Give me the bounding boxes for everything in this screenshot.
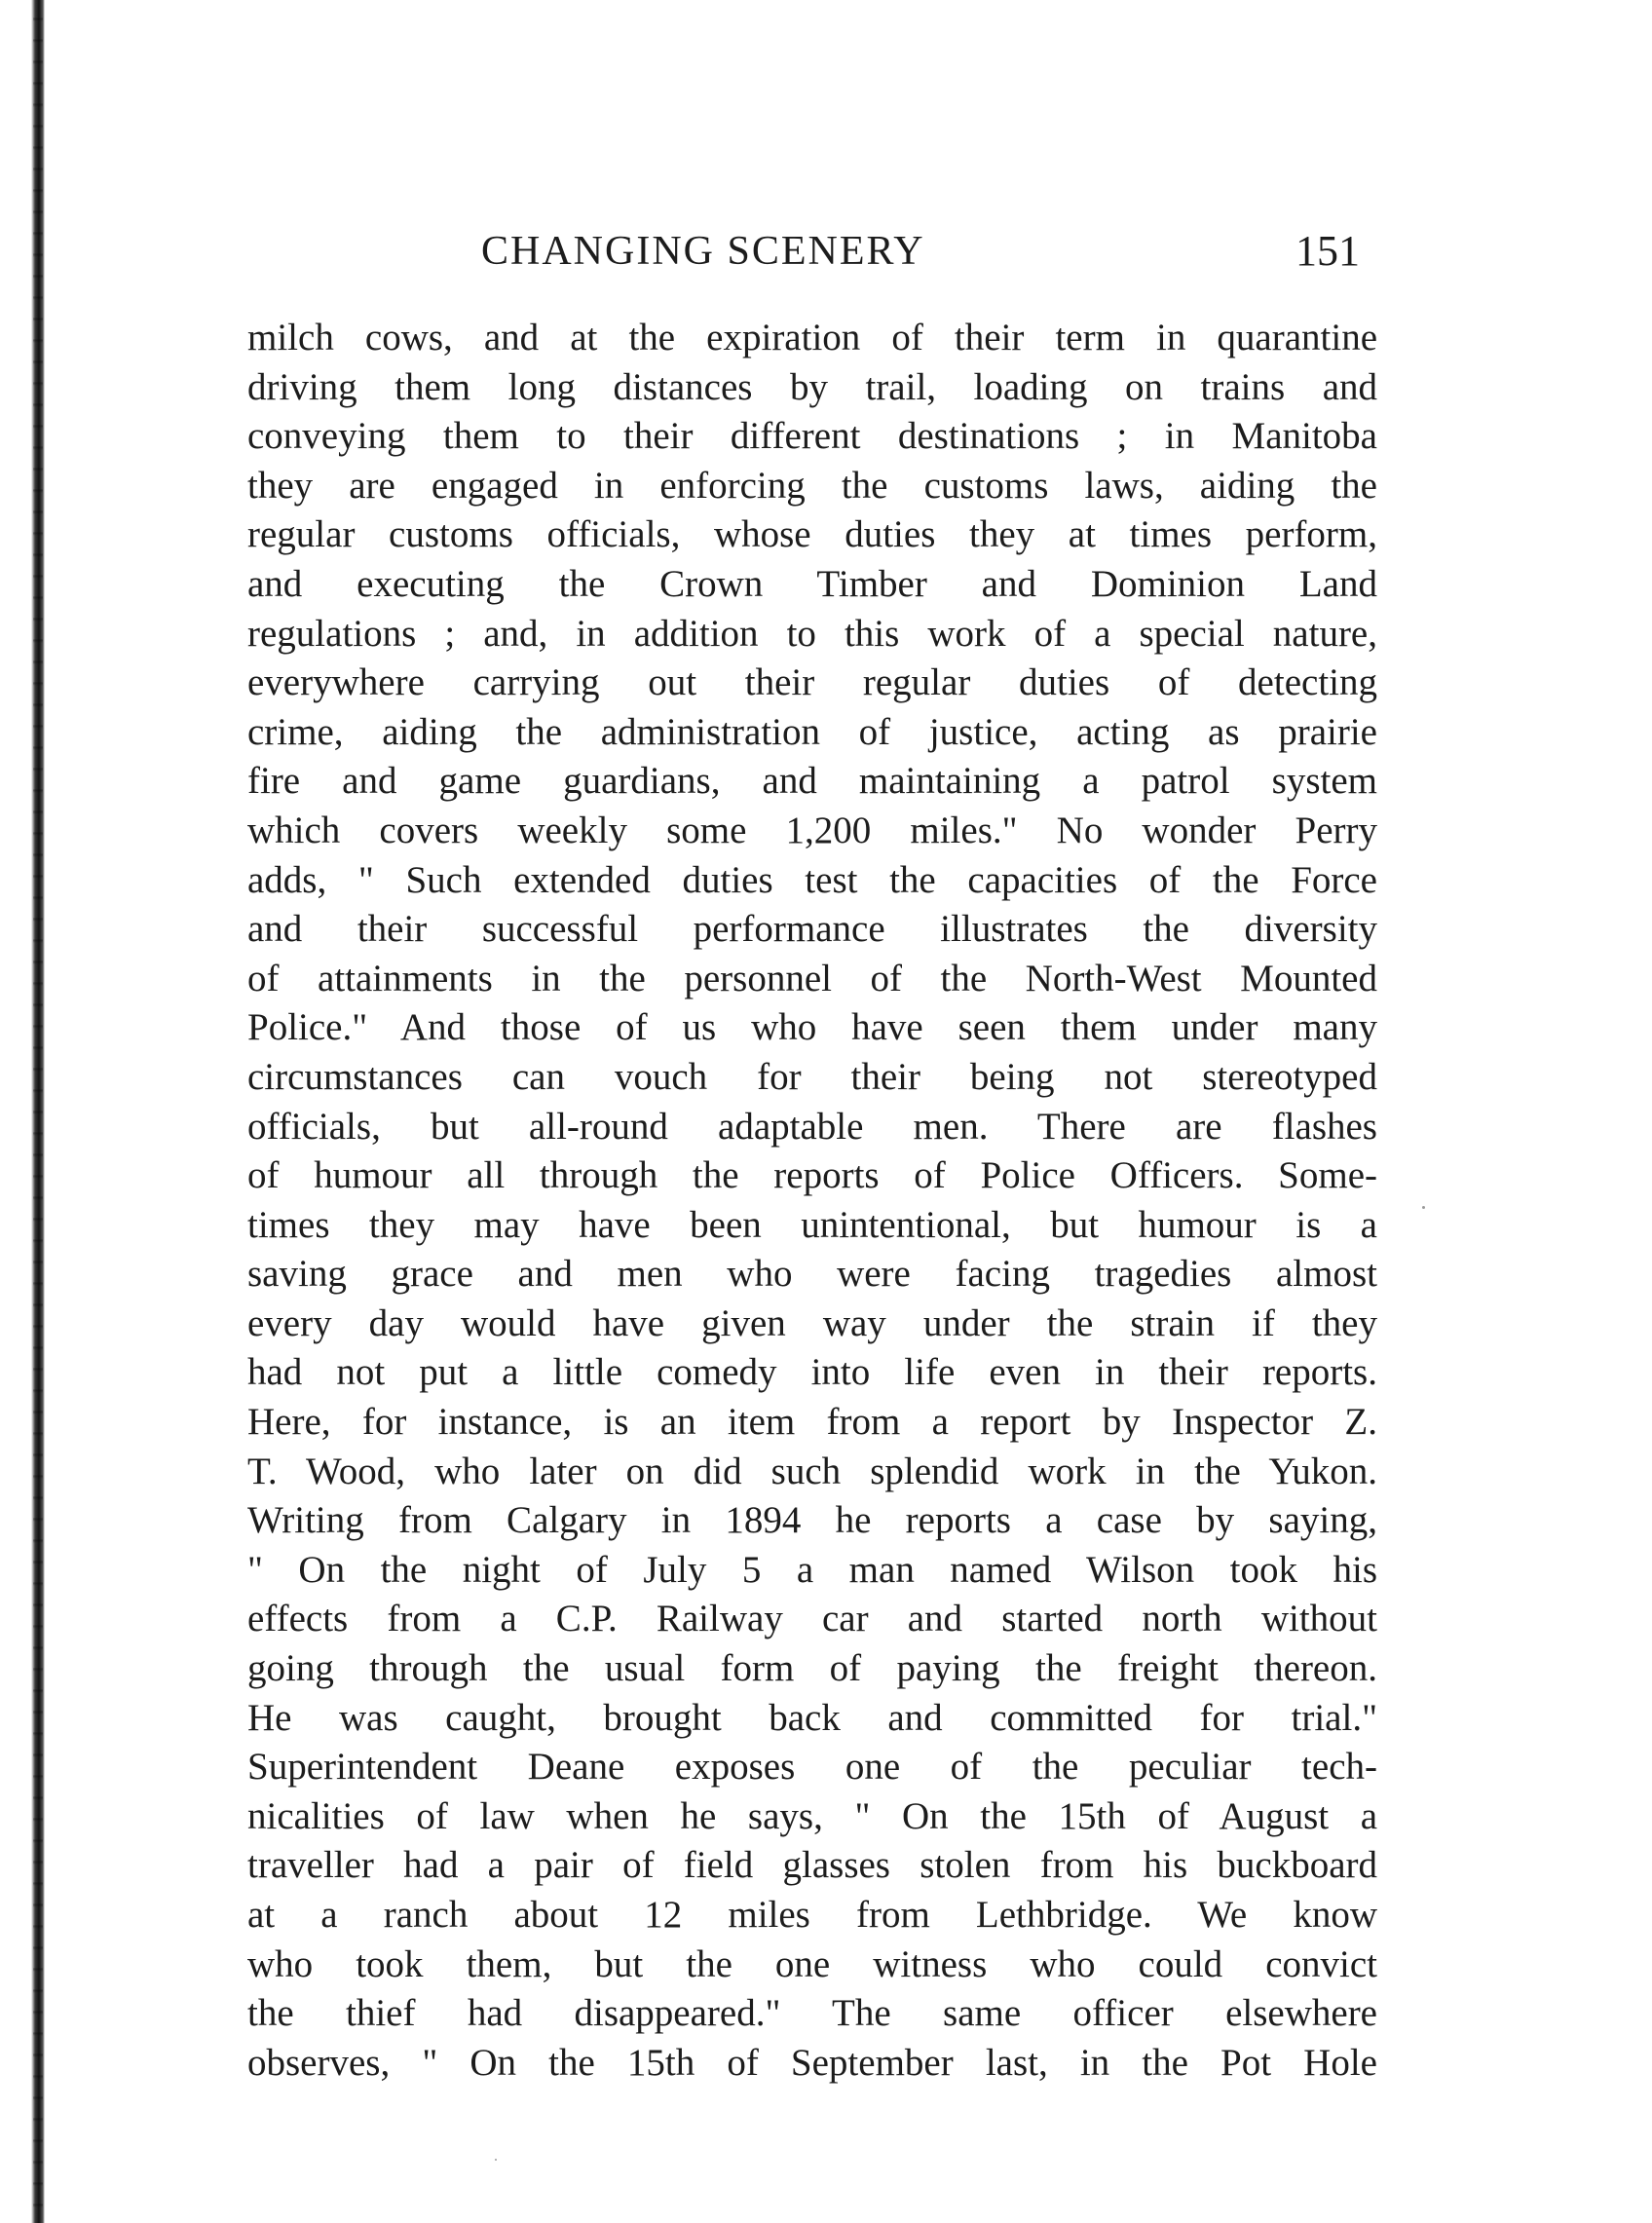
text-line: they are engaged in enforcing the customs laws, aiding the [247, 464, 1377, 507]
page-binding-edge [0, 0, 45, 2223]
text-line: adds, " Such extended duties test the capacities of the Force [247, 858, 1377, 901]
body-text [247, 314, 1377, 2088]
paper-speck [1422, 1206, 1425, 1209]
text-line: He was caught, brought back and committed for trial." [247, 1696, 1377, 1739]
text-line: and executing the Crown Timber and Dominion Land [247, 562, 1377, 605]
page-number: 151 [1295, 227, 1360, 275]
text-line: of humour all through the reports of Police Officers. Some- [247, 1154, 1377, 1197]
text-line: driving them long distances by trail, loading on trains and [247, 365, 1377, 408]
text-line: the thief had disappeared." The same officer elsewhere [247, 1992, 1377, 2035]
text-line: every day would have given way under the strain if they [247, 1301, 1377, 1344]
running-head [247, 222, 1377, 281]
text-line: going through the usual form of paying the freight thereon. [247, 1647, 1377, 1690]
text-line: who took them, but the one witness who could convict [247, 1942, 1377, 1985]
text-line: had not put a little comedy into life even in their reports. [247, 1351, 1377, 1394]
text-line: times they may have been unintentional, but humour is a [247, 1203, 1377, 1246]
text-line: traveller had a pair of field glasses stolen from his buckboard [247, 1844, 1377, 1887]
running-title: CHANGING SCENERY [481, 229, 925, 274]
text-line: saving grace and men who were facing tragedies almost [247, 1253, 1377, 1296]
text-line: of attainments in the personnel of the North-West Mounted [247, 957, 1377, 999]
text-line: officials, but all-round adaptable men. There are flashes [247, 1105, 1377, 1148]
text-line: " On the night of July 5 a man named Wilson took his [247, 1548, 1377, 1591]
text-line: Here, for instance, is an item from a report by Inspector Z. [247, 1401, 1377, 1444]
text-line: Writing from Calgary in 1894 he reports a case by saying, [247, 1499, 1377, 1542]
text-line: circumstances can vouch for their being not stereotyped [247, 1055, 1377, 1098]
text-line: milch cows, and at the expiration of their term in quarantine [247, 317, 1377, 358]
text-line: regular customs officials, whose duties they at times perform, [247, 513, 1377, 556]
text-line: conveying them to their different destinations ; in Manitoba [247, 415, 1377, 458]
text-line: fire and game guardians, and maintaining a patrol system [247, 760, 1377, 803]
text-line: Police." And those of us who have seen them under many [247, 1006, 1377, 1049]
paper-speck [495, 2159, 497, 2161]
text-line: and their successful performance illustrates the diversity [247, 908, 1377, 951]
text-line: which covers weekly some 1,200 miles." No wonder Perry [247, 809, 1377, 851]
text-line: regulations ; and, in addition to this work of a special nature, [247, 612, 1377, 655]
text-line: Superintendent Deane exposes one of the peculiar tech- [247, 1746, 1377, 1789]
text-line: effects from a C.P. Railway car and started north without [247, 1598, 1377, 1640]
text-line: nicalities of law when he says, " On the 15th of August a [247, 1794, 1377, 1837]
text-line: at a ranch about 12 miles from Lethbridge. We know [247, 1894, 1377, 1936]
text-line: observes, " On the 15th of September last, in the Pot Hole [247, 2041, 1377, 2084]
text-line: everywhere carrying out their regular duties of detecting [247, 661, 1377, 704]
text-line: T. Wood, who later on did such splendid work in the Yukon. [247, 1450, 1377, 1492]
text-line: crime, aiding the administration of justice, acting as prairie [247, 710, 1377, 753]
